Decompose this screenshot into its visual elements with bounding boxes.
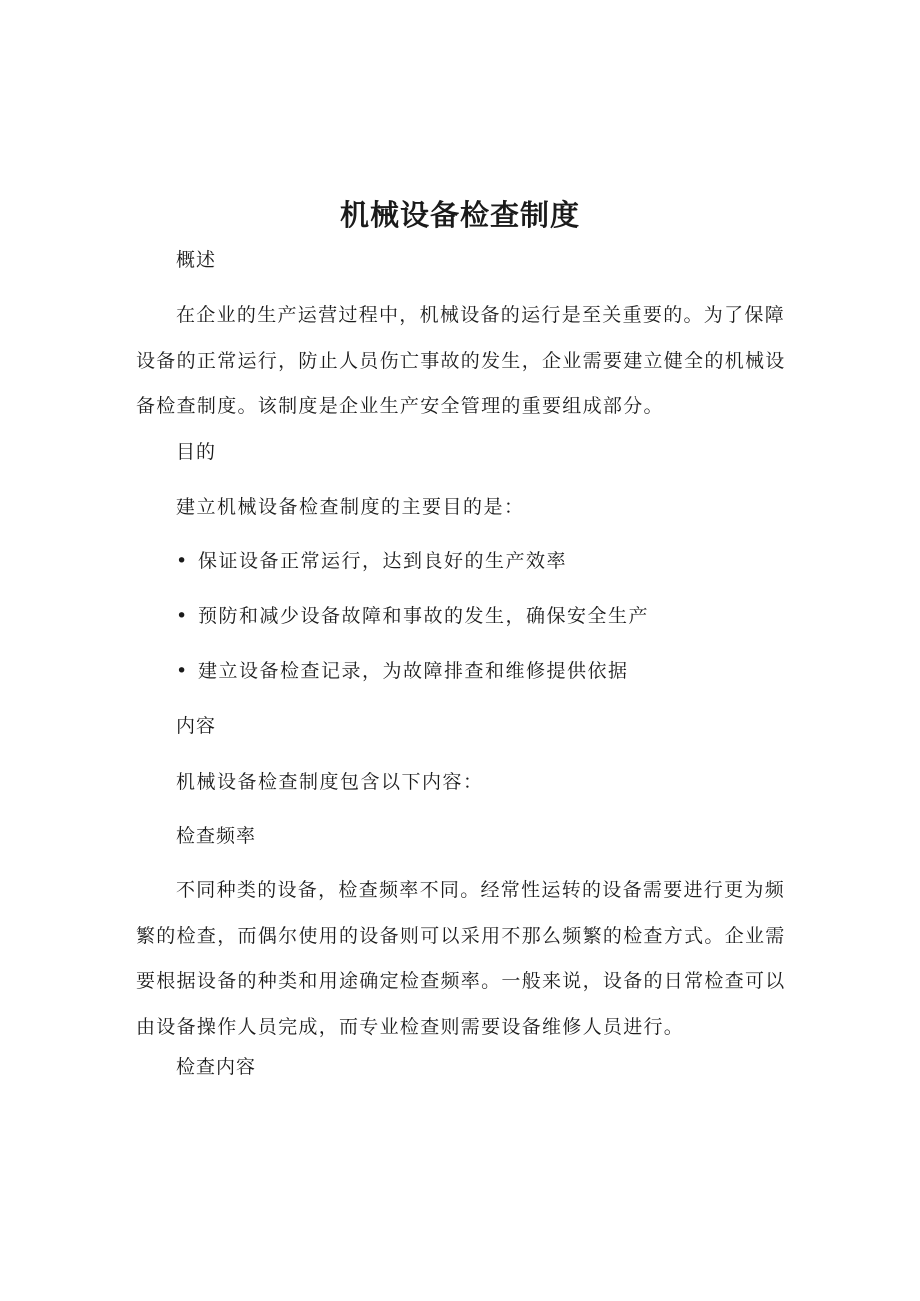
list-item [176,547,567,575]
section-heading-purpose: 目的 [176,441,217,463]
purpose-intro: 建立机械设备检查制度的主要目的是： [176,496,525,518]
section-heading-overview: 概述 [176,249,217,271]
list-item [176,657,629,685]
document-title: 机械设备检查制度 [339,198,580,232]
list-item-text: 保证设备正常运行，达到良好的生产效率 [198,550,568,572]
bullet-icon: • [176,660,188,682]
bullet-icon: • [176,550,188,572]
frequency-paragraph: 不同种类的设备，检查频率不同。经常性运转的设备需要进行更为频繁的检查，而偶尔使用的设备则可以采用不那么频繁的检查方式。企业需要根据设备的种类和用途确定检查频率。一般来说，设备的日常检查可以由设备操作人员完成，而专业检查则需要设备维修人员进行。 [136,879,786,1038]
overview-paragraph: 在企业的生产运营过程中，机械设备的运行是至关重要的。为了保障设备的正常运行，防止人员伤亡事故的发生，企业需要建立健全的机械设备检查制度。该制度是企业生产安全管理的重要组成部分。 [136,304,786,417]
list-item-text: 预防和减少设备故障和事故的发生，确保安全生产 [198,605,650,627]
bullet-icon: • [176,605,188,627]
list-item-text: 建立设备检查记录，为故障排查和维修提供依据 [198,660,629,682]
section-heading-content: 内容 [176,715,217,737]
list-item [176,602,649,630]
subsection-heading-frequency: 检查频率 [176,825,257,847]
subsection-heading-check-content: 检查内容 [176,1056,257,1078]
content-intro: 机械设备检查制度包含以下内容： [176,771,484,793]
